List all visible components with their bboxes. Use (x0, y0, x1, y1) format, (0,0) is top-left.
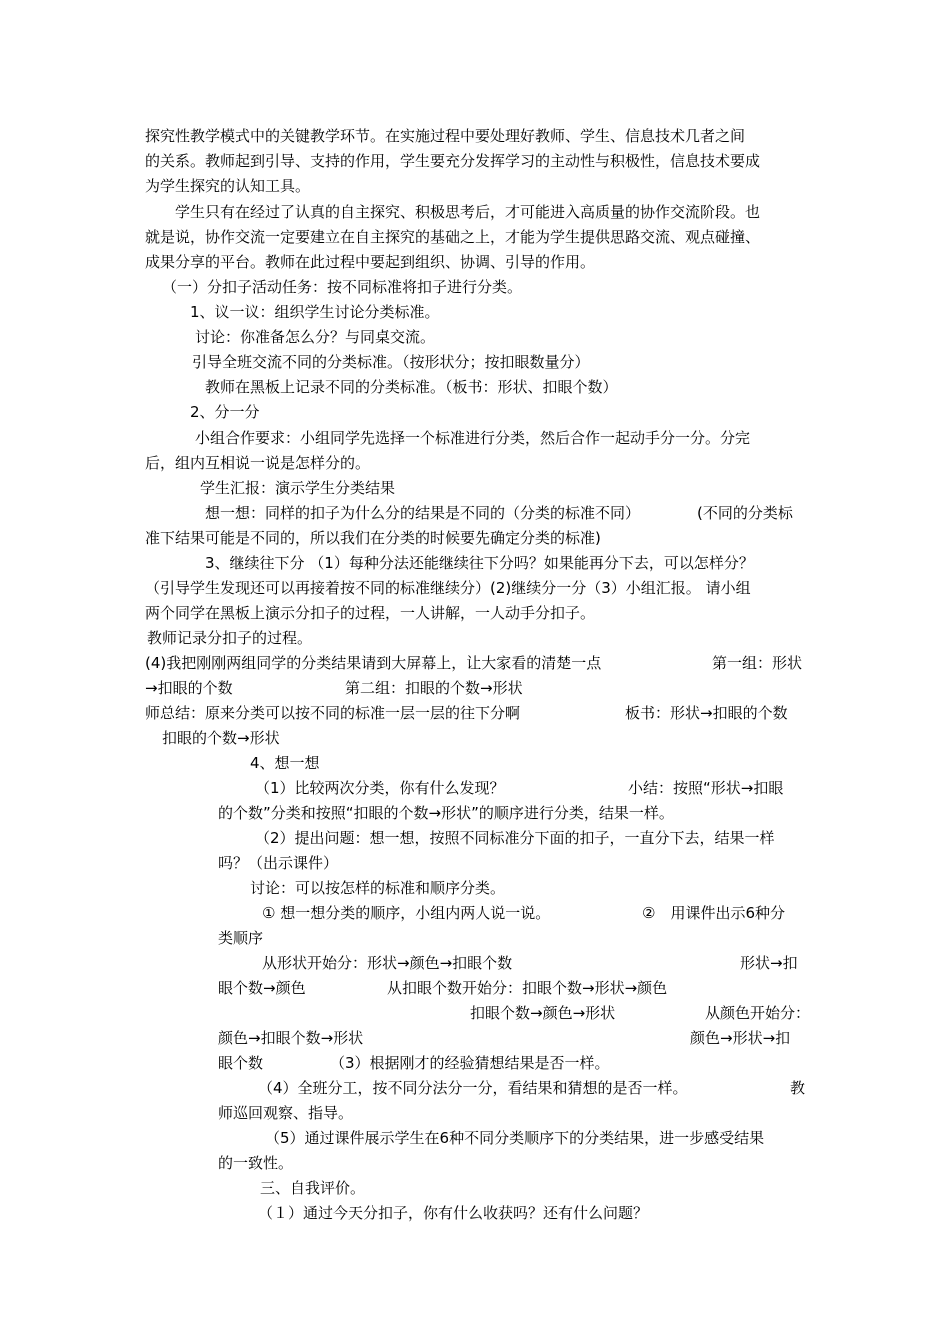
paragraph-line (0, 651, 950, 675)
text: 小组合作要求：小组同学先选择一个标准进行分类，然后合作一起动手分一分。分完 (195, 429, 751, 447)
text: 教 (790, 1079, 806, 1097)
text: （5）通过课件展示学生在6种不同分类顺序下的分类结果，进一步感受结果 (265, 1129, 765, 1147)
text: 为学生探究的认知工具。 (145, 177, 311, 195)
text: 教师记录分扣子的过程。 (147, 629, 313, 647)
text: 后，组内互相说一说是怎样分的。 (145, 454, 371, 472)
paragraph-line (0, 1051, 950, 1075)
text: 三、自我评价。 (260, 1179, 366, 1197)
text: 从形状开始分：形状→颜色→扣眼个数 (262, 954, 513, 972)
text: 两个同学在黑板上演示分扣子的过程，一人讲解，一人动手分扣子。 (145, 604, 596, 622)
text: 师巡回观察、指导。 (218, 1104, 354, 1122)
text: 小结：按照“形状→扣眼 (628, 779, 784, 797)
text: ② 用课件出示6种分 (642, 904, 785, 922)
text: 想一想：同样的扣子为什么分的结果是不同的（分类的标准不同） (205, 504, 641, 522)
text: 就是说，协作交流一定要建立在自主探究的基础之上，才能为学生提供思路交流、观点碰撞、 (145, 228, 761, 246)
text: 从扣眼个数开始分：扣眼个数→形状→颜色 (387, 979, 668, 997)
text: 2、分一分 (190, 403, 260, 421)
text: （1）比较两次分类，你有什么发现？ (255, 779, 505, 797)
paragraph-line (0, 976, 950, 1000)
text: 讨论：可以按怎样的标准和顺序分类。 (250, 879, 506, 897)
text: 的个数”分类和按照“扣眼的个数→形状”的顺序进行分类，结果一样。 (218, 804, 674, 822)
paragraph-line (0, 1001, 950, 1025)
text: （１）通过今天分扣子，你有什么收获吗？还有什么问题？ (258, 1204, 649, 1222)
text: 类顺序 (218, 929, 264, 947)
text: 讨论：你准备怎么分？与同桌交流。 (195, 328, 436, 346)
paragraph-line (0, 501, 950, 525)
paragraph-line (0, 1076, 950, 1100)
text: 第一组：形状 (712, 654, 803, 672)
text: 1、议一议：组织学生讨论分类标准。 (190, 303, 440, 321)
text: 师总结：原来分类可以按不同的标准一层一层的往下分啊 (145, 704, 521, 722)
text: （3）根据刚才的经验猜想结果是否一样。 (330, 1054, 610, 1072)
text: 形状→扣 (740, 954, 798, 972)
text: 教师在黑板上记录不同的分类标准。（板书：形状、扣眼个数） (205, 378, 618, 396)
text: 颜色→形状→扣 (690, 1029, 791, 1047)
text: （4）全班分工，按不同分法分一分，看结果和猜想的是否一样。 (258, 1079, 688, 1097)
text: 成果分享的平台。教师在此过程中要起到组织、协调、引导的作用。 (145, 253, 596, 271)
text: 眼个数 (218, 1054, 264, 1072)
paragraph-line (0, 701, 950, 725)
text: 的关系。教师起到引导、支持的作用，学生要充分发挥学习的主动性与积极性，信息技术要成 (145, 152, 761, 170)
text: （2）提出问题：想一想，按照不同标准分下面的扣子，一直分下去，结果一样 (255, 829, 775, 847)
text: 吗？（出示课件） (218, 854, 339, 872)
text: 从颜色开始分： (705, 1004, 811, 1022)
text: 学生只有在经过了认真的自主探究、积极思考后，才可能进入高质量的协作交流阶段。也 (175, 203, 761, 221)
text: 扣眼个数→颜色→形状 (470, 1004, 616, 1022)
text: 的一致性。 (218, 1154, 294, 1172)
text: 3、继续往下分 （1）每种分法还能继续往下分吗？如果能再分下去，可以怎样分？ (205, 554, 754, 572)
text: 4、想一想 (250, 754, 320, 772)
text: 板书：形状→扣眼的个数 (625, 704, 788, 722)
text: 扣眼的个数→形状 (162, 729, 280, 747)
text: 学生汇报：演示学生分类结果 (200, 479, 396, 497)
paragraph-line (0, 1026, 950, 1050)
text: 第二组：扣眼的个数→形状 (345, 679, 523, 697)
text: (不同的分类标 (697, 504, 793, 522)
text: （一）分扣子活动任务：按不同标准将扣子进行分类。 (162, 278, 523, 296)
paragraph-line (0, 951, 950, 975)
text: 探究性教学模式中的关键教学环节。在实施过程中要处理好教师、学生、信息技术几者之间 (145, 127, 746, 145)
text: 引导全班交流不同的分类标准。（按形状分；按扣眼数量分） (192, 353, 590, 371)
text: →扣眼的个数 (145, 679, 233, 697)
text: 眼个数→颜色 (218, 979, 306, 997)
text: 颜色→扣眼个数→形状 (218, 1029, 364, 1047)
text: （引导学生发现还可以再接着按不同的标准继续分）(2)继续分一分（3）小组汇报。 请小组 (145, 579, 751, 597)
paragraph-line (0, 776, 950, 800)
paragraph-line (0, 676, 950, 700)
text: 准下结果可能是不同的，所以我们在分类的时候要先确定分类的标准) (145, 529, 601, 547)
text: ① 想一想分类的顺序，小组内两人说一说。 (262, 904, 551, 922)
paragraph-line (0, 901, 950, 925)
text: (4)我把刚刚两组同学的分类结果请到大屏幕上，让大家看的清楚一点 (145, 654, 602, 672)
